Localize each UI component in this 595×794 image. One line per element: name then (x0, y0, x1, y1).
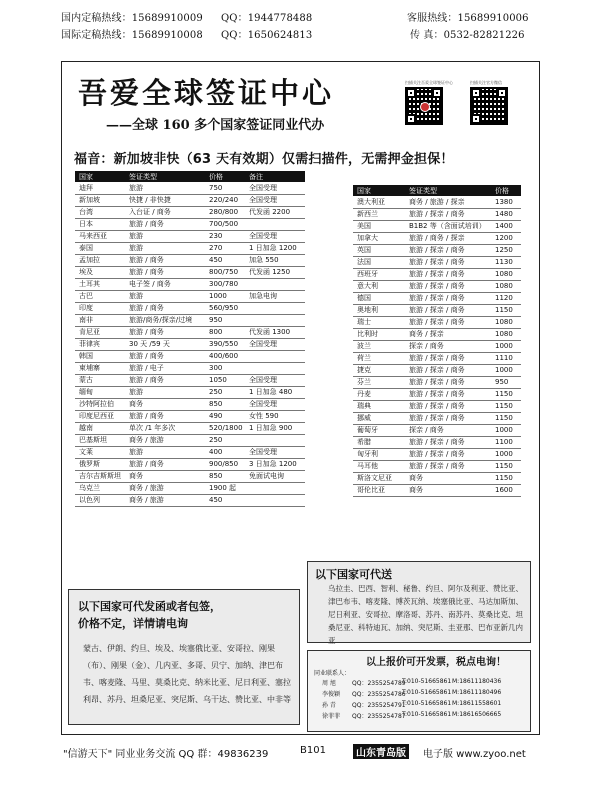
table-cell: 旅游 / 探亲 / 商务 (405, 256, 491, 268)
table-cell: 旅游 / 探亲 / 商务 (405, 364, 491, 376)
table-cell: 奥地利 (353, 304, 405, 316)
qr-logo-icon (420, 102, 430, 112)
table-cell: 1000 (491, 340, 521, 352)
domestic-qq: QQ：1944778488 (221, 13, 313, 24)
table-cell: 560/950 (205, 302, 245, 314)
invitation-country-list: 蒙古、伊朗、约旦、埃及、埃塞俄比亚、安哥拉、刚果（布）、刚果（金）、几内亚、多哥、贝宁、加纳、津巴布韦、喀麦隆、马里、莫桑比克、纳米比亚、尼日利亚、塞拉利昂、苏丹、坦桑尼亚、突尼斯、乌干达、赞比亚、中非等 (83, 644, 291, 704)
table-cell: 商务 (405, 472, 491, 484)
table-cell: 德国 (353, 292, 405, 304)
table-cell: 瑞典 (353, 400, 405, 412)
table-cell: 女性 590 (245, 410, 305, 422)
promo-banner: 福音：新加坡非快（63 天有效期）仅需扫描件，无需押金担保！ (74, 152, 454, 167)
table-cell (245, 278, 305, 290)
table-row (353, 316, 521, 328)
table-header (75, 171, 305, 182)
table-row (75, 314, 305, 326)
column-header: 国家 (75, 171, 125, 182)
table-cell: 旅游/商务/探亲/过境 (125, 314, 205, 326)
table-row (353, 220, 521, 232)
table-cell: 旅游 / 探亲 / 商务 (405, 208, 491, 220)
table-header (353, 185, 521, 196)
table-row (75, 410, 305, 422)
table-cell: 代发函 2200 (245, 206, 305, 218)
table-cell: 孟加拉 (75, 254, 125, 266)
table-row (75, 182, 305, 194)
table-cell: 900/850 (205, 458, 245, 470)
page-title: 吾爱全球签证中心 (78, 76, 335, 110)
table-cell: 商务 (125, 470, 205, 482)
table-cell: 商务 / 旅游 / 探亲 (405, 196, 491, 208)
table-cell: 400 (205, 446, 245, 458)
table-cell: 波兰 (353, 340, 405, 352)
table-cell: 全国受理 (245, 374, 305, 386)
table-cell: 1080 (491, 280, 521, 292)
table-cell: 商务 / 旅游 (125, 494, 205, 506)
table-row (353, 448, 521, 460)
table-cell: 马耳他 (353, 460, 405, 472)
table-cell: 单次 /1 年多次 (125, 422, 205, 434)
table-cell: 丹麦 (353, 388, 405, 400)
qr-finder (432, 88, 442, 98)
table-row (353, 376, 521, 388)
table-cell: 旅游 (125, 386, 205, 398)
footer-website: 电子版 www.zyoo.net (423, 749, 526, 760)
intl-qq: QQ：1650624813 (221, 30, 313, 41)
table-cell: 印度 (75, 302, 125, 314)
visa-price-table-left (75, 171, 305, 507)
table-cell: 1000 (491, 448, 521, 460)
table-row (353, 436, 521, 448)
table-row (75, 206, 305, 218)
table-cell: 肯尼亚 (75, 326, 125, 338)
qr-code-icon (470, 87, 508, 125)
table-cell: 1000 (491, 424, 521, 436)
table-cell: 芬兰 (353, 376, 405, 388)
table-cell: 230 (205, 230, 245, 242)
table-cell: 490 (205, 410, 245, 422)
intl-hotline: 国际定稿热线：15689910008 (61, 30, 203, 41)
table-cell: 1150 (491, 460, 521, 472)
table-cell: 旅游 / 探亲 / 商务 (405, 388, 491, 400)
table-cell: 1150 (491, 412, 521, 424)
table-cell: 520/1800 (205, 422, 245, 434)
delivery-heading: 以下国家可代送 (315, 568, 392, 581)
table-cell: 缅甸 (75, 386, 125, 398)
table-row (353, 196, 521, 208)
table-row (75, 458, 305, 470)
table-cell: 800/750 (205, 266, 245, 278)
table-row (75, 350, 305, 362)
table-cell: 葡萄牙 (353, 424, 405, 436)
table-row (353, 340, 521, 352)
table-cell: 代发函 1250 (245, 266, 305, 278)
table-cell: 280/800 (205, 206, 245, 218)
table-cell: 旅游 (125, 290, 205, 302)
table-cell: 1080 (491, 328, 521, 340)
column-header: 签证类型 (125, 171, 205, 182)
table-cell: 300 (205, 362, 245, 374)
table-cell: 旅游 / 商务 / 探亲 (405, 232, 491, 244)
invoice-panel (307, 650, 531, 732)
table-cell: 270 (205, 242, 245, 254)
page-subtitle: ——全球 160 多个国家签证同业代办 (106, 118, 325, 133)
table-cell: 全国受理 (245, 338, 305, 350)
table-row (353, 400, 521, 412)
table-row (75, 386, 305, 398)
table-cell: 全国受理 (245, 182, 305, 194)
table-cell: 瑞士 (353, 316, 405, 328)
table-cell: 以色列 (75, 494, 125, 506)
table-cell: 旅游 / 探亲 / 商务 (405, 316, 491, 328)
table-cell: 哥伦比亚 (353, 484, 405, 496)
table-row (353, 244, 521, 256)
table-cell: 全国受理 (245, 230, 305, 242)
table-cell: 菲律宾 (75, 338, 125, 350)
contact-name: 李俊颖 (322, 691, 341, 698)
table-row (353, 388, 521, 400)
table-cell: 马来西亚 (75, 230, 125, 242)
qr-code-icon (405, 87, 443, 125)
table-row (353, 280, 521, 292)
table-cell: 俄罗斯 (75, 458, 125, 470)
column-header: 价格 (491, 185, 521, 196)
table-row (75, 338, 305, 350)
qr-finder (471, 88, 481, 98)
contact-mobile: M:18611558601 (452, 700, 502, 707)
table-cell: 入台证 / 商务 (125, 206, 205, 218)
table-cell: 旅游 / 商务 (125, 458, 205, 470)
contact-name: 孙 青 (322, 702, 336, 709)
table-cell: 探亲 / 商务 (405, 424, 491, 436)
table-row (353, 484, 521, 496)
table-cell: 旅游 / 探亲 / 商务 (405, 400, 491, 412)
table-row (353, 472, 521, 484)
table-cell: 旅游 / 商务 (125, 374, 205, 386)
contacts-title: 同业联系人： (314, 670, 351, 677)
table-cell: 390/550 (205, 338, 245, 350)
table-cell (245, 494, 305, 506)
table-cell: 比利时 (353, 328, 405, 340)
table-cell: 450 (205, 494, 245, 506)
visa-price-table-right (353, 185, 521, 497)
table-cell: 美国 (353, 220, 405, 232)
table-cell: 旅游 (125, 446, 205, 458)
invoice-heading: 以上报价可开发票，税点电询！ (366, 657, 506, 668)
table-cell: 新加坡 (75, 194, 125, 206)
table-cell: 1100 (491, 436, 521, 448)
table-cell: 加拿大 (353, 232, 405, 244)
page-number: B101 (300, 745, 326, 756)
table-cell: 商务 / 探亲 (405, 328, 491, 340)
table-cell: 旅游 / 探亲 / 商务 (405, 304, 491, 316)
table-row (75, 398, 305, 410)
table-cell: 旅游 / 商务 (125, 302, 205, 314)
table-cell: 日本 (75, 218, 125, 230)
table-cell: 1 日加急 900 (245, 422, 305, 434)
table-row (353, 364, 521, 376)
table-cell: B1B2 等（含面试培训） (405, 220, 491, 232)
table-row (75, 422, 305, 434)
contact-name: 徐菲菲 (322, 713, 341, 720)
table-row (75, 278, 305, 290)
table-cell: 1150 (491, 400, 521, 412)
contact-tel: T:010-51665861 (402, 700, 452, 707)
table-row (353, 412, 521, 424)
table-cell: 旅游 (125, 230, 205, 242)
table-row (75, 254, 305, 266)
table-cell: 旅游 / 商务 (125, 350, 205, 362)
table-cell: 吉尔吉斯斯坦 (75, 470, 125, 482)
qr-finder (497, 88, 507, 98)
table-row (75, 194, 305, 206)
table-cell: 1 日加急 480 (245, 386, 305, 398)
table-cell: 旅游 / 商务 (125, 410, 205, 422)
table-cell: 旅游 / 商务 (125, 254, 205, 266)
qr-finder (406, 88, 416, 98)
qr-finder (471, 114, 481, 124)
table-cell: 韩国 (75, 350, 125, 362)
contact-mobile: M:18616506665 (452, 711, 502, 718)
contact-qq: QQ：2355254787 (352, 713, 406, 720)
table-row (75, 494, 305, 506)
table-cell: 全国受理 (245, 194, 305, 206)
table-cell: 沙特阿拉伯 (75, 398, 125, 410)
table-cell: 1600 (491, 484, 521, 496)
table-cell: 台湾 (75, 206, 125, 218)
table-cell: 全国受理 (245, 398, 305, 410)
table-cell (245, 362, 305, 374)
table-cell: 埃及 (75, 266, 125, 278)
table-cell: 代发函 1300 (245, 326, 305, 338)
table-cell: 全国受理 (245, 446, 305, 458)
table-cell: 法国 (353, 256, 405, 268)
table-cell: 探亲 / 商务 (405, 340, 491, 352)
table-cell: 巴基斯坦 (75, 434, 125, 446)
table-cell: 土耳其 (75, 278, 125, 290)
table-cell: 1380 (491, 196, 521, 208)
table-cell: 950 (491, 376, 521, 388)
contact-qq: QQ：2355254791 (352, 702, 406, 709)
table-row (75, 362, 305, 374)
column-header: 备注 (245, 171, 305, 182)
contact-tel: T:010-51665861 (402, 711, 452, 718)
table-cell: 1080 (491, 316, 521, 328)
table-cell: 250 (205, 386, 245, 398)
table-cell: 220/240 (205, 194, 245, 206)
table-cell: 乌克兰 (75, 482, 125, 494)
table-cell: 1120 (491, 292, 521, 304)
table-cell: 快捷 / 非快捷 (125, 194, 205, 206)
delivery-panel (307, 561, 531, 643)
table-cell: 文莱 (75, 446, 125, 458)
table-cell: 1000 (205, 290, 245, 302)
contact-mobile: M:18611180436 (452, 678, 502, 685)
table-cell: 商务 / 旅游 (125, 434, 205, 446)
table-row (75, 470, 305, 482)
table-row (353, 268, 521, 280)
table-cell: 加急 550 (245, 254, 305, 266)
table-cell (245, 218, 305, 230)
table-cell: 950 (205, 314, 245, 326)
table-cell: 旅游 / 探亲 / 商务 (405, 412, 491, 424)
table-cell: 加急电询 (245, 290, 305, 302)
table-cell: 300/780 (205, 278, 245, 290)
table-cell: 1050 (205, 374, 245, 386)
table-row (353, 292, 521, 304)
table-cell: 1400 (491, 220, 521, 232)
service-hotline: 客服热线：15689910006 (407, 13, 529, 24)
table-cell: 400/600 (205, 350, 245, 362)
delivery-country-list: 乌拉圭、巴西、智利、秘鲁、约旦、阿尔及利亚、赞比亚、津巴布韦、喀麦隆、博茨瓦纳、埃塞俄比亚、马达加斯加、尼日利亚、安哥拉、摩洛哥、苏丹、南苏丹、莫桑比克、坦桑尼亚、科特迪瓦、加纳、突尼斯、圭亚那、巴布亚新几内亚 (328, 584, 523, 645)
table-cell: 旅游 / 商务 (125, 326, 205, 338)
table-cell: 新西兰 (353, 208, 405, 220)
table-cell: 1480 (491, 208, 521, 220)
table-cell: 荷兰 (353, 352, 405, 364)
table-row (353, 424, 521, 436)
table-cell: 旅游 / 商务 (125, 218, 205, 230)
table-row (75, 326, 305, 338)
table-row (75, 218, 305, 230)
table-cell: 旅游 / 电子 (125, 362, 205, 374)
table-row (75, 482, 305, 494)
table-cell: 800 (205, 326, 245, 338)
table-row (353, 328, 521, 340)
table-cell: 旅游 / 探亲 / 商务 (405, 244, 491, 256)
table-cell: 英国 (353, 244, 405, 256)
table-cell: 旅游 (125, 182, 205, 194)
table-cell: 商务 (405, 484, 491, 496)
table-row (75, 374, 305, 386)
table-cell: 1900 起 (205, 482, 245, 494)
table-row (353, 460, 521, 472)
table-cell: 希腊 (353, 436, 405, 448)
table-row (75, 266, 305, 278)
table-row (75, 230, 305, 242)
table-cell: 850 (205, 398, 245, 410)
table-cell: 印度尼西亚 (75, 410, 125, 422)
table-cell: 旅游 / 探亲 / 商务 (405, 352, 491, 364)
table-cell: 750 (205, 182, 245, 194)
table-cell: 1150 (491, 388, 521, 400)
column-header: 签证类型 (405, 185, 491, 196)
table-cell: 泰国 (75, 242, 125, 254)
table-cell: 旅游 / 探亲 / 商务 (405, 436, 491, 448)
table-cell (245, 434, 305, 446)
table-cell: 850 (205, 470, 245, 482)
table-cell: 1150 (491, 304, 521, 316)
table-cell: 电子签 / 商务 (125, 278, 205, 290)
table-cell (245, 350, 305, 362)
invitation-heading-2: 价格不定，详情请电询 (78, 617, 188, 630)
table-cell (245, 482, 305, 494)
table-cell (245, 302, 305, 314)
invitation-panel (68, 589, 300, 725)
footer-qq-group: "信游天下" 同业业务交流 QQ 群：49836239 (63, 749, 269, 760)
contact-name: 周 旭 (322, 680, 336, 687)
table-cell: 旅游 / 探亲 / 商务 (405, 268, 491, 280)
table-cell: 旅游 / 探亲 / 商务 (405, 292, 491, 304)
contact-qq: QQ：2355254789 (352, 680, 406, 687)
qr-caption-1: 扫描关注吾爱全球签证中心 (405, 80, 453, 85)
table-row (353, 208, 521, 220)
table-cell: 意大利 (353, 280, 405, 292)
table-row (353, 232, 521, 244)
table-cell: 商务 / 旅游 (125, 482, 205, 494)
table-cell: 西班牙 (353, 268, 405, 280)
table-cell: 挪威 (353, 412, 405, 424)
table-row (353, 304, 521, 316)
column-header: 国家 (353, 185, 405, 196)
table-cell: 旅游 / 商务 (125, 266, 205, 278)
table-cell: 商务 (125, 398, 205, 410)
contact-tel: T:010-51665861 (402, 689, 452, 696)
table-cell: 南非 (75, 314, 125, 326)
table-cell: 免面试电询 (245, 470, 305, 482)
table-cell: 1250 (491, 244, 521, 256)
contact-mobile: M:18611180496 (452, 689, 502, 696)
table-row (75, 242, 305, 254)
table-row (353, 352, 521, 364)
edition-badge: 山东青岛版 (353, 744, 409, 759)
table-cell: 澳大利亚 (353, 196, 405, 208)
table-row (353, 256, 521, 268)
table-cell: 旅游 / 探亲 / 商务 (405, 448, 491, 460)
table-cell: 1000 (491, 364, 521, 376)
table-cell: 柬埔寨 (75, 362, 125, 374)
table-row (75, 302, 305, 314)
table-cell: 旅游 / 探亲 / 商务 (405, 280, 491, 292)
table-cell: 30 天 /59 天 (125, 338, 205, 350)
table-cell: 捷克 (353, 364, 405, 376)
domestic-hotline: 国内定稿热线：15689910009 (61, 13, 203, 24)
table-cell: 旅游 / 探亲 / 商务 (405, 376, 491, 388)
table-cell: 旅游 (125, 242, 205, 254)
table-cell: 1130 (491, 256, 521, 268)
table-cell: 蒙古 (75, 374, 125, 386)
table-cell: 1110 (491, 352, 521, 364)
table-cell: 3 日加急 1200 (245, 458, 305, 470)
table-cell: 250 (205, 434, 245, 446)
table-cell: 古巴 (75, 290, 125, 302)
table-cell (245, 314, 305, 326)
qr-caption-2: 扫描关注官方微信 (470, 80, 502, 85)
table-cell: 匈牙利 (353, 448, 405, 460)
contact-tel: T:010-51665861 (402, 678, 452, 685)
qr-finder (406, 114, 416, 124)
table-cell: 斯洛文尼亚 (353, 472, 405, 484)
table-cell: 1200 (491, 232, 521, 244)
table-cell: 越南 (75, 422, 125, 434)
table-cell: 450 (205, 254, 245, 266)
table-cell: 1150 (491, 472, 521, 484)
contact-qq: QQ：2355254786 (352, 691, 406, 698)
table-cell: 旅游 / 探亲 / 商务 (405, 460, 491, 472)
table-cell: 迪拜 (75, 182, 125, 194)
table-cell: 1080 (491, 268, 521, 280)
table-row (75, 446, 305, 458)
fax-number: 传 真：0532-82821226 (410, 30, 525, 41)
column-header: 价格 (205, 171, 245, 182)
table-cell: 700/500 (205, 218, 245, 230)
invitation-heading: 以下国家可代发函或者包签， (78, 600, 221, 613)
table-row (75, 290, 305, 302)
table-row (75, 434, 305, 446)
table-cell: 1 日加急 1200 (245, 242, 305, 254)
